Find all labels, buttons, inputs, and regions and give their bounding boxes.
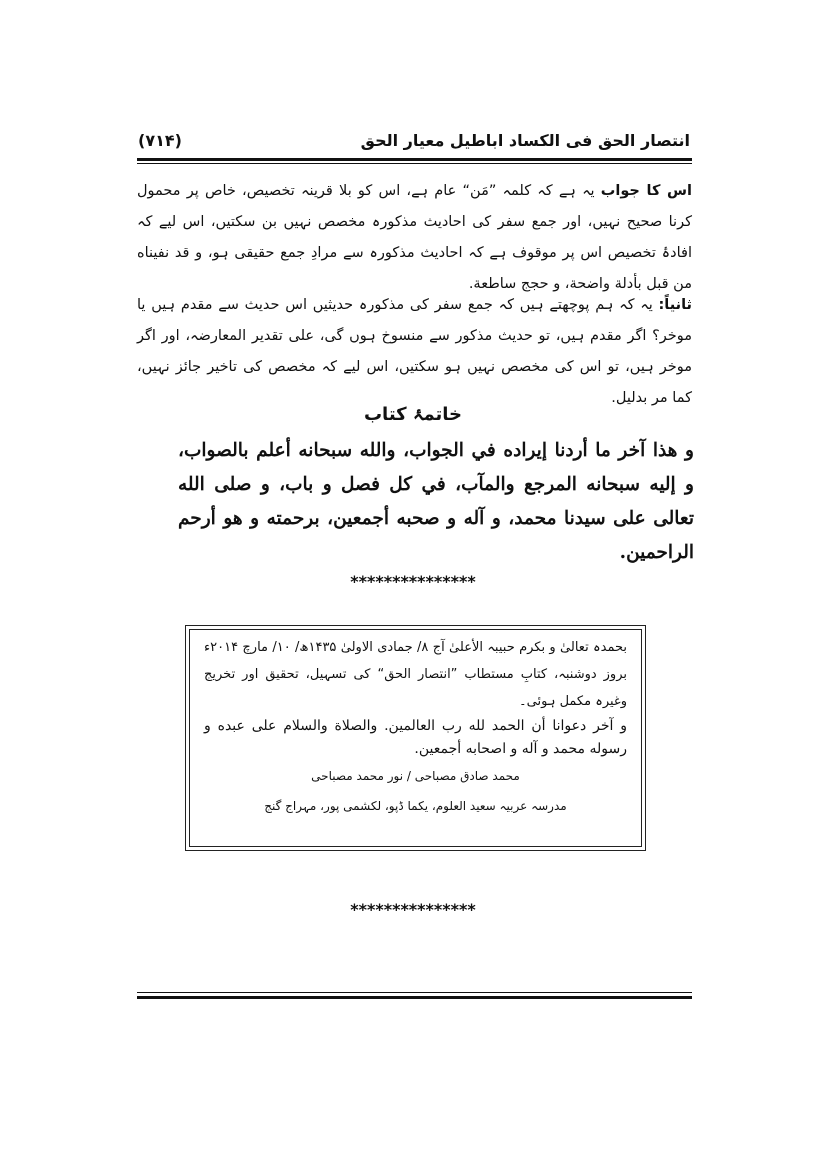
footer-rule-thick xyxy=(137,996,692,999)
answer-text: یہ ہے کہ کلمہ ”مَن“ عام ہے، اس کو بلا قرینہ تخصیص، خاص پر محمول کرنا صحیح نہیں، اور جمع سفر کی احادیث مذکورہ مخصص نہیں بن سکتیں، اس لیے کہ افادۂ تخصیص اس پر موقوف ہے کہ احادیث مذکورہ سے مرادِ جمع حقیقی ہو، و قد نفیناه من قبل بأدلة واضحة، و حجج ساطعة. xyxy=(137,183,692,292)
header-rule-thin xyxy=(137,163,692,164)
signatories: محمد صادق مصباحی / نور محمد مصباحی xyxy=(311,769,520,783)
completion-date-text: بحمدہ تعالیٰ و بکرم حبیبہ الأعلیٰ آج ۸/ جمادی الاولیٰ ۱۴۳۵ھ/ ۱۰/ مارچ ۲۰۱۴ء بروز دوشنبہ، کتابِ مستطاب ”انتصار الحق“ کی تسہیل، تحقیق اور تخریج وغیرہ مکمل ہوئی۔ xyxy=(204,640,627,709)
paragraph-answer xyxy=(137,176,692,300)
closing-arabic-text: و هذا آخر ما أردنا إيراده في الجواب، والله سبحانه أعلم بالصواب، و إليه سبحانه المرجع والمآب، في كل فصل و باب، و صلى الله تعالى على سيدنا محمد، و آله و صحبه أجمعين، برحمته و هو أرحم الراحمين. xyxy=(178,440,694,563)
secondly-label: ثانیاً: xyxy=(658,297,692,313)
completion-note-box xyxy=(185,625,646,851)
separator-stars-top: *************** xyxy=(350,572,476,591)
secondly-text: یہ کہ ہم پوچھتے ہیں کہ جمع سفر کی مذکورہ حدیثیں اس حدیث سے مقدم ہیں یا موخر؟ اگر مقدم ہیں، تو حدیث مذکور سے منسوخ ہوں گی، علی تقدیر المعارضہ، اور اگر موخر ہیں، تو اس کی مخصص نہیں ہو سکتیں، اس لیے کہ مخصص کی تاخیر جائز نہیں، کما مر بدلیل. xyxy=(137,297,692,406)
running-header-title: انتصار الحق فی الکساد اباطیل معیار الحق xyxy=(360,131,690,150)
answer-label: اس کا جواب xyxy=(600,183,692,199)
header-rule-thick xyxy=(137,158,692,161)
footer-rule-thin xyxy=(137,992,692,993)
completion-arabic-dua: و آخر دعوانا أن الحمد لله رب العالمين. والصلاة والسلام على عبده و رسوله محمد و آله و اصحابه أجمعين. xyxy=(204,718,627,757)
page-number: (۷۱۴) xyxy=(138,131,182,150)
conclusion-heading: خاتمۂ کتاب xyxy=(363,404,463,425)
institution-address: مدرسہ عربیہ سعید العلوم، یکما ڈپو، لکشمی پور، مہراج گنج xyxy=(264,799,567,813)
paragraph-secondly xyxy=(137,290,692,414)
separator-stars-bottom: *************** xyxy=(350,900,476,919)
